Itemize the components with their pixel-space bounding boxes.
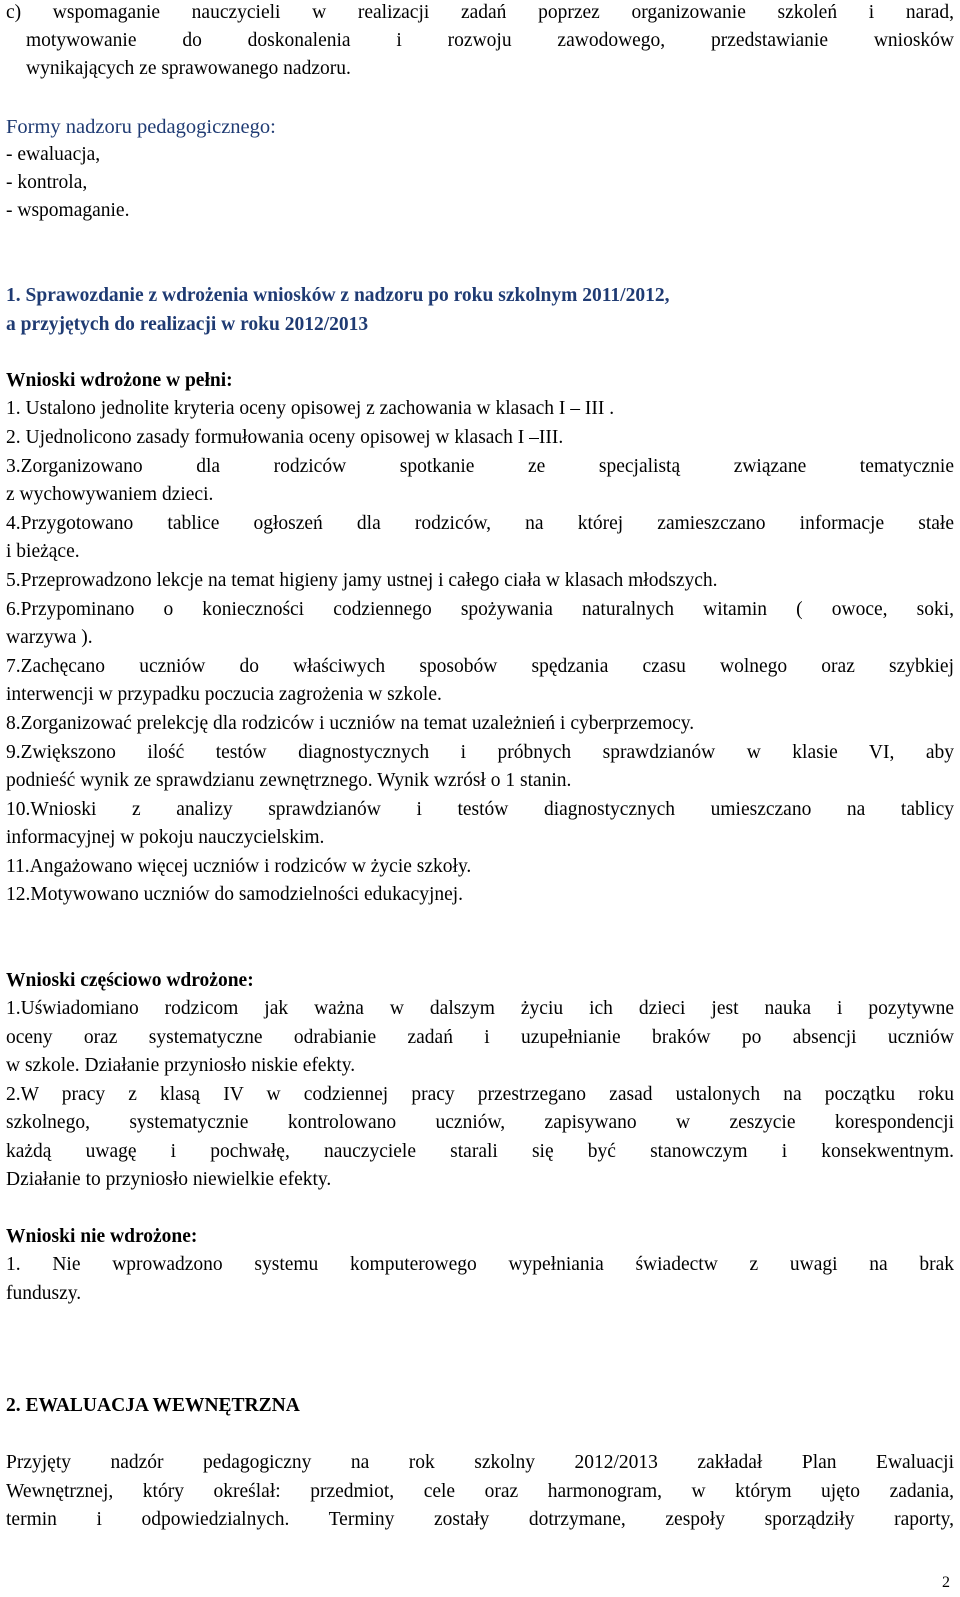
full-line: interwencji w przypadku poczucia zagrożenia w szkole. xyxy=(6,684,442,705)
not-line: funduszy. xyxy=(6,1283,82,1304)
forms-heading: Formy nadzoru pedagogicznego: xyxy=(6,116,276,138)
full-line: 3.Zorganizowano dla rodziców spotkanie ze specjalistą związane tematycznie xyxy=(6,456,954,477)
forms-item: - wspomaganie. xyxy=(6,200,130,221)
section2-line: termin i odpowiedzialnych. Terminy zostały dotrzymane, zespoły sporządziły raporty, xyxy=(6,1509,954,1530)
full-line: 12.Motywowano uczniów do samodzielności edukacyjnej. xyxy=(6,884,464,905)
partial-line: 2.W pracy z klasą IV w codziennej pracy przestrzegano zasad ustalonych na początku roku xyxy=(6,1084,954,1105)
partial-heading: Wnioski częściowo wdrożone: xyxy=(6,970,254,991)
partial-line: w szkole. Działanie przyniosło niskie efekty. xyxy=(6,1055,356,1076)
full-line: 5.Przeprowadzono lekcje na temat higieny jamy ustnej i całego ciała w klasach młodszych. xyxy=(6,570,718,591)
section1-title: 1. Sprawozdanie z wdrożenia wniosków z nadzoru po roku szkolnym 2011/2012, xyxy=(6,285,670,306)
partial-line: szkolnego, systematycznie kontrolowano uczniów, zapisywano w zeszycie korespondencji xyxy=(6,1112,954,1133)
full-line: 4.Przygotowano tablice ogłoszeń dla rodziców, na której zamieszczano informacje stałe xyxy=(6,513,954,534)
full-line: 1. Ustalono jednolite kryteria oceny opisowej z zachowania w klasach I – III . xyxy=(6,398,615,419)
full-line: z wychowywaniem dzieci. xyxy=(6,484,214,505)
full-line: 7.Zachęcano uczniów do właściwych sposobów spędzania czasu wolnego oraz szybkiej xyxy=(6,656,954,677)
full-line: 6.Przypominano o konieczności codziennego spożywania naturalnych witamin ( owoce, soki, xyxy=(6,599,954,620)
partial-line: 1.Uświadomiano rodzicom jak ważna w dalszym życiu ich dzieci jest nauka i pozytywne xyxy=(6,998,954,1019)
partial-line: oceny oraz systematyczne odrabianie zadań i uzupełnianie braków po absencji uczniów xyxy=(6,1027,954,1048)
full-line: 10.Wnioski z analizy sprawdzianów i testów diagnostycznych umieszczano na tablicy xyxy=(6,799,954,820)
forms-item: - ewaluacja, xyxy=(6,144,101,165)
intro-line: c) wspomaganie nauczycieli w realizacji zadań poprzez organizowanie szkoleń i narad, xyxy=(6,2,954,23)
full-line: warzywa ). xyxy=(6,627,93,648)
not-line: 1. Nie wprowadzono systemu komputerowego wypełniania świadectw z uwagi na brak xyxy=(6,1254,954,1275)
section1-title: a przyjętych do realizacji w roku 2012/2013 xyxy=(6,314,369,335)
section2-title: 2. EWALUACJA WEWNĘTRZNA xyxy=(6,1395,300,1416)
partial-line: Działanie to przyniosło niewielkie efekty. xyxy=(6,1169,332,1190)
full-line: 9.Zwiększono ilość testów diagnostycznych i próbnych sprawdzianów w klasie VI, aby xyxy=(6,742,954,763)
full-line: 11.Angażowano więcej uczniów i rodziców w życie szkoły. xyxy=(6,856,472,877)
full-line: 2. Ujednolicono zasady formułowania oceny opisowej w klasach I –III. xyxy=(6,427,564,448)
section2-line: Wewnętrznej, który określał: przedmiot, cele oraz harmonogram, w którym ujęto zadania, xyxy=(6,1481,954,1502)
intro-line: wynikających ze sprawowanego nadzoru. xyxy=(26,58,351,79)
page-number: 2 xyxy=(942,1574,950,1591)
partial-line: każdą uwagę i pochwałę, nauczyciele starali się być stanowczym i konsekwentnym. xyxy=(6,1141,954,1162)
not-heading: Wnioski nie wdrożone: xyxy=(6,1226,198,1247)
intro-line: motywowanie do doskonalenia i rozwoju zawodowego, przedstawianie wniosków xyxy=(26,30,954,51)
full-line: informacyjnej w pokoju nauczycielskim. xyxy=(6,827,325,848)
full-heading: Wnioski wdrożone w pełni: xyxy=(6,370,233,391)
forms-item: - kontrola, xyxy=(6,172,88,193)
full-line: 8.Zorganizować prelekcję dla rodziców i uczniów na temat uzależnień i cyberprzemocy. xyxy=(6,713,695,734)
section2-line: Przyjęty nadzór pedagogiczny na rok szkolny 2012/2013 zakładał Plan Ewaluacji xyxy=(6,1452,954,1473)
full-line: podnieść wynik ze sprawdzianu zewnętrznego. Wynik wzrósł o 1 stanin. xyxy=(6,770,572,791)
full-line: i bieżące. xyxy=(6,541,80,562)
